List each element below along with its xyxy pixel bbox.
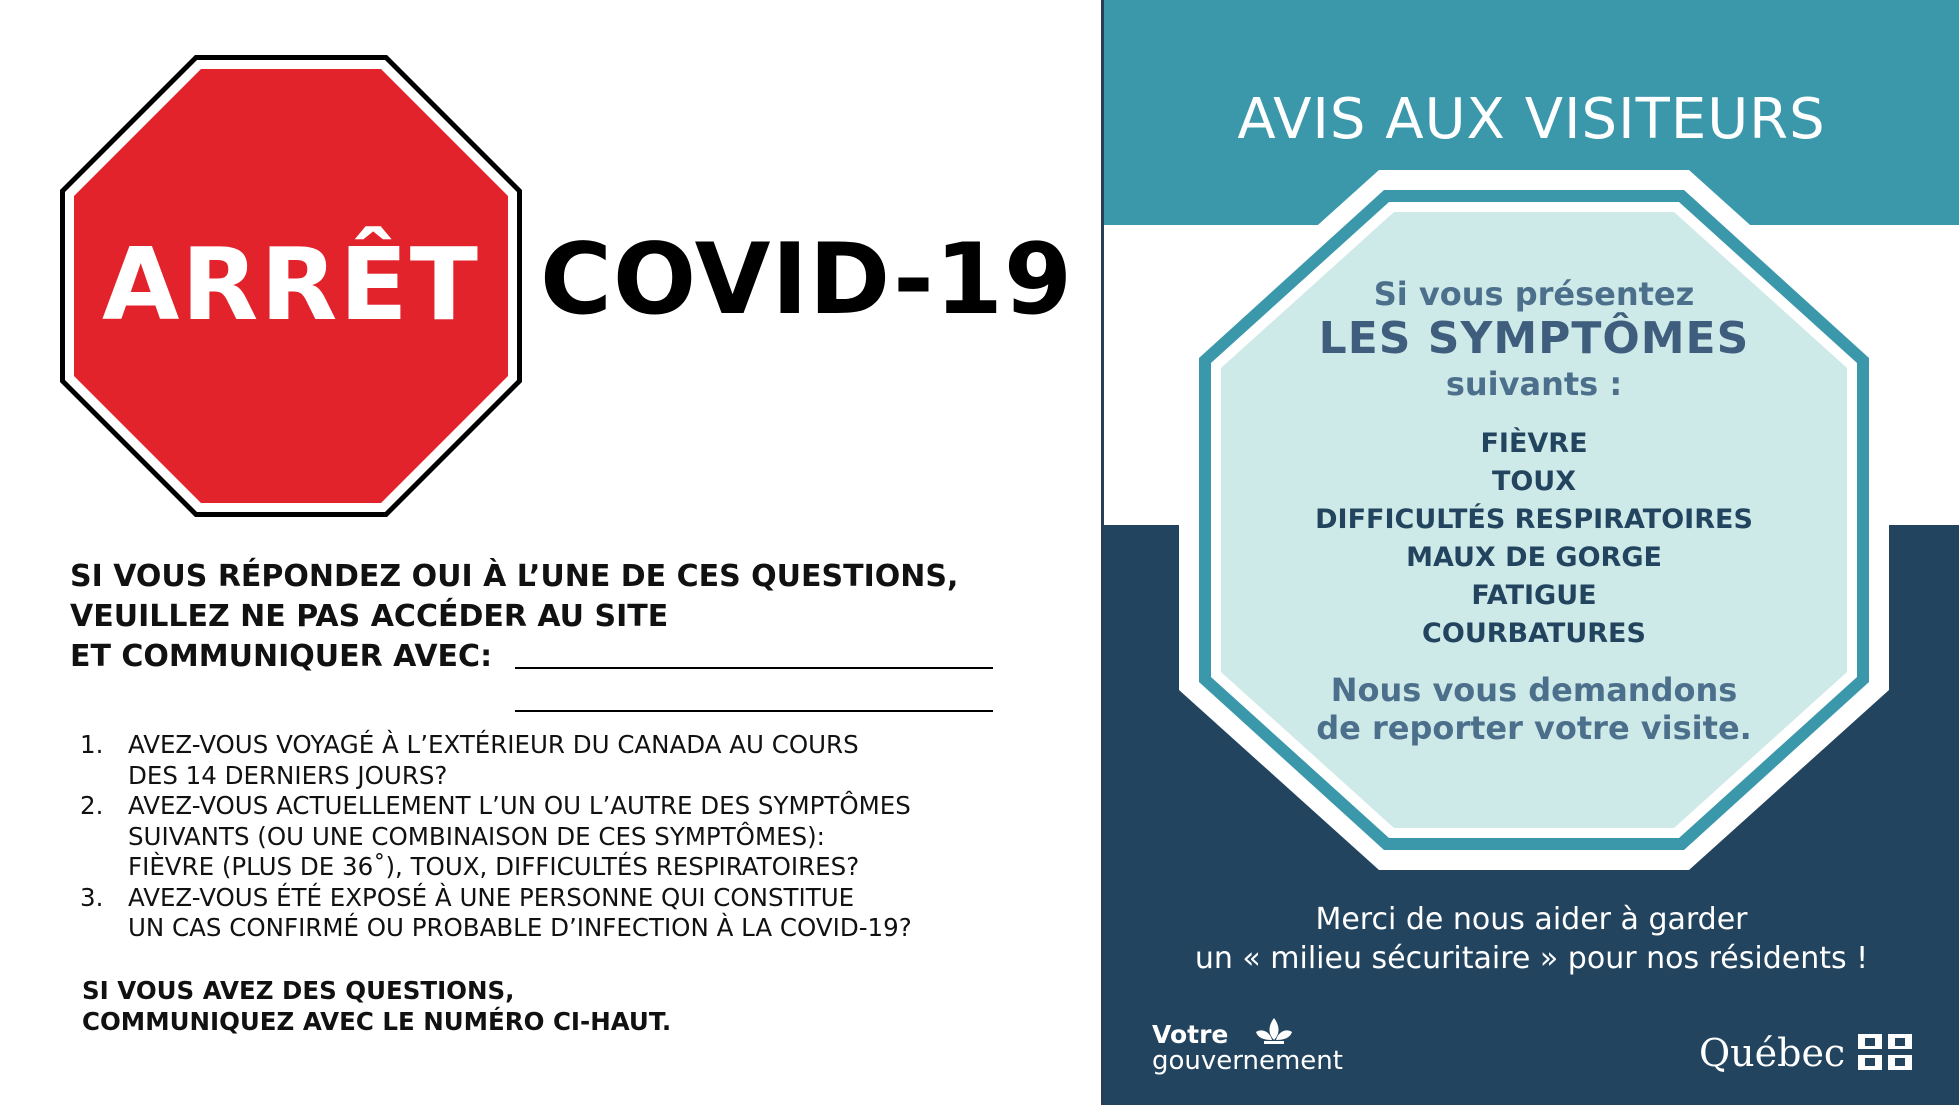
contact-note-line: SI VOUS AVEZ DES QUESTIONS, <box>82 976 515 1005</box>
right-panel <box>1104 0 1959 1105</box>
quebec-logo-text: Québec <box>1699 1031 1846 1075</box>
visit-request-line: Nous vous demandons <box>1330 671 1738 709</box>
symptom-intro: Si vous présentez <box>1373 275 1695 313</box>
instruction-line: SI VOUS RÉPONDEZ OUI À L’UNE DE CES QUESTIONS, <box>70 559 959 594</box>
question-text: UN CAS CONFIRMÉ OU PROBABLE D’INFECTION À LA COVID-19? <box>128 913 912 942</box>
question-text: AVEZ-VOUS ÉTÉ EXPOSÉ À UNE PERSONNE QUI CONSTITUE <box>128 882 855 912</box>
symptom-item: MAUX DE GORGE <box>1406 542 1662 573</box>
question-text: AVEZ-VOUS ACTUELLEMENT L’UN OU L’AUTRE DES SYMPTÔMES <box>128 791 911 820</box>
stop-sign-label: ARRÊT <box>102 226 480 343</box>
votre-gouvernement-logo <box>1152 1022 1343 1074</box>
symptom-heading: LES SYMPTÔMES <box>1318 313 1750 364</box>
symptom-item: FATIGUE <box>1471 580 1597 611</box>
symptom-intro: suivants : <box>1445 365 1623 403</box>
logo-gouvernement-text: gouvernement <box>1152 1046 1343 1076</box>
symptom-item: TOUX <box>1491 466 1577 497</box>
question-list <box>80 730 1040 944</box>
contact-fill-line <box>515 667 993 669</box>
page-title: COVID-19 <box>540 223 1074 337</box>
symptom-item: DIFFICULTÉS RESPIRATOIRES <box>1315 504 1753 535</box>
contact-note-line: COMMUNIQUEZ AVEC LE NUMÉRO CI-HAUT. <box>82 1007 672 1036</box>
question-item <box>80 883 1040 944</box>
question-text: FIÈVRE (PLUS DE 36˚), TOUX, DIFFICULTÉS RESPIRATOIRES? <box>128 852 860 881</box>
quebec-flag-icon <box>1858 1034 1912 1070</box>
notice-title: AVIS AUX VISITEURS <box>1237 87 1826 152</box>
question-number: 3. <box>80 882 104 912</box>
question-text: AVEZ-VOUS VOYAGÉ À L’EXTÉRIEUR DU CANADA AU COURS <box>128 730 859 759</box>
question-item <box>80 730 1040 791</box>
instruction-line: VEUILLEZ NE PAS ACCÉDER AU SITE <box>70 599 669 634</box>
thanks-line: Merci de nous aider à garder <box>1315 902 1748 937</box>
contact-fill-line <box>515 710 993 712</box>
symptom-item: COURBATURES <box>1422 618 1646 649</box>
question-item <box>80 791 1040 883</box>
contact-note <box>82 975 671 1037</box>
instruction-text <box>70 557 958 677</box>
visit-request <box>1279 671 1789 747</box>
thanks-line: un « milieu sécuritaire » pour nos résidents ! <box>1194 941 1869 976</box>
question-number: 1. <box>80 730 104 759</box>
instruction-line: ET COMMUNIQUER AVEC: <box>70 639 493 674</box>
visit-request-line: de reporter votre visite. <box>1316 709 1752 747</box>
question-text: DES 14 DERNIERS JOURS? <box>128 760 448 790</box>
logo-votre-text: Votre <box>1152 1020 1229 1049</box>
symptom-item: FIÈVRE <box>1480 428 1588 459</box>
fleur-de-lis-icon <box>1252 1016 1296 1052</box>
question-text: SUIVANTS (OU UNE COMBINAISON DE CES SYMPTÔMES): <box>128 821 825 851</box>
symptom-content <box>1279 275 1789 747</box>
question-number: 2. <box>80 791 104 820</box>
thanks-message <box>1104 900 1959 978</box>
